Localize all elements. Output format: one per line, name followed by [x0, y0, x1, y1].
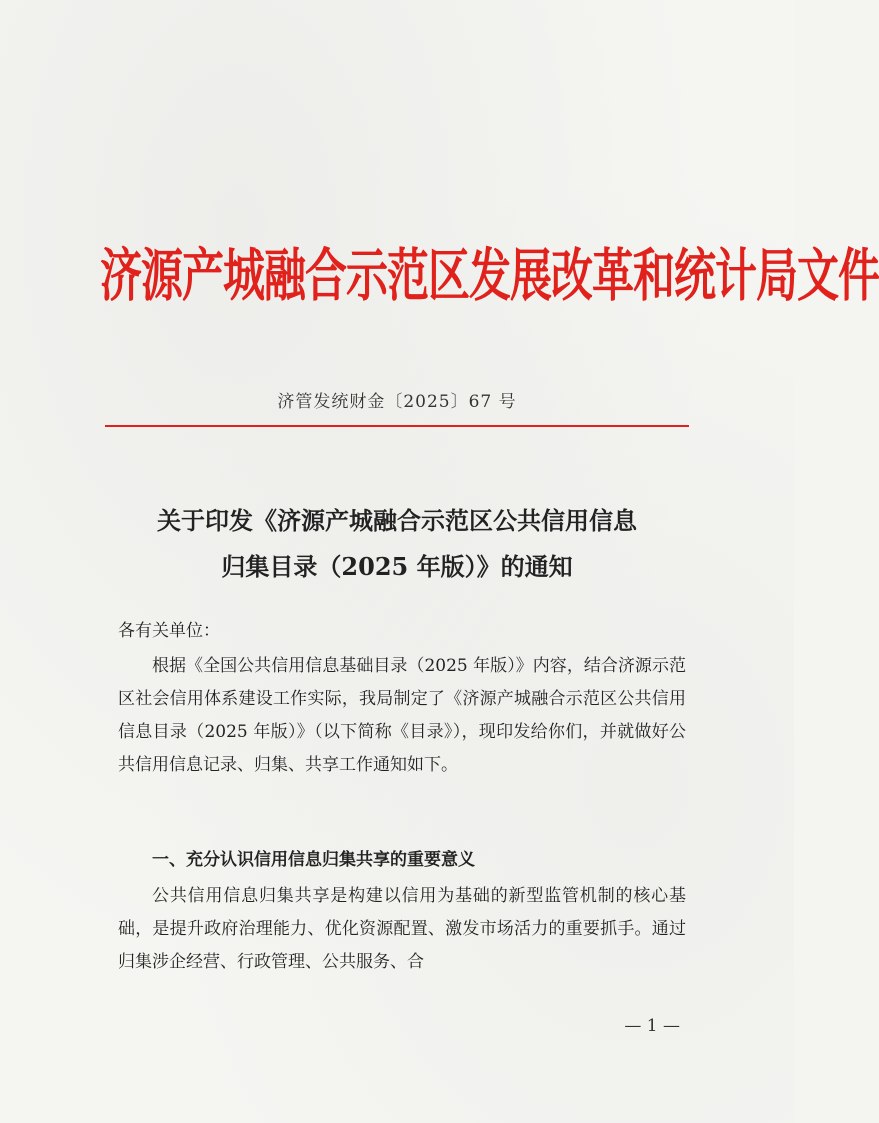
page-number: — 1 — — [624, 1016, 680, 1036]
section-1-heading: 一、充分认识信用信息归集共享的重要意义 — [152, 850, 475, 870]
document-title-line-1: 关于印发《济源产城融合示范区公共信用信息 — [157, 506, 637, 535]
red-divider-line — [105, 425, 689, 427]
agency-header-title: 济源产城融合示范区发展改革和统计局文件 — [100, 242, 879, 309]
paragraph-1: 根据《全国公共信用信息基础目录（2025 年版）》内容，结合济源示范区社会信用体系建设工作实际，我局制定了《济源产城融合示范区公共信用信息目录（2025 年版）》（以下简称《目录》），现印发给你们，并就做好公共信用信息记录、归集、共享工作通知如下。 — [118, 656, 686, 775]
document-number: 济管发统财金〔2025〕67 号 — [277, 392, 517, 412]
document-title-line-2: 归集目录（2025 年版）》的通知 — [221, 552, 573, 581]
paragraph-2: 公共信用信息归集共享是构建以信用为基础的新型监管机制的核心基础，是提升政府治理能力、优化资源配置、激发市场活力的重要抓手。通过归集涉企经营、行政管理、公共服务、合 — [118, 886, 686, 972]
salutation: 各有关单位： — [118, 621, 220, 641]
document-title — [60, 498, 734, 590]
